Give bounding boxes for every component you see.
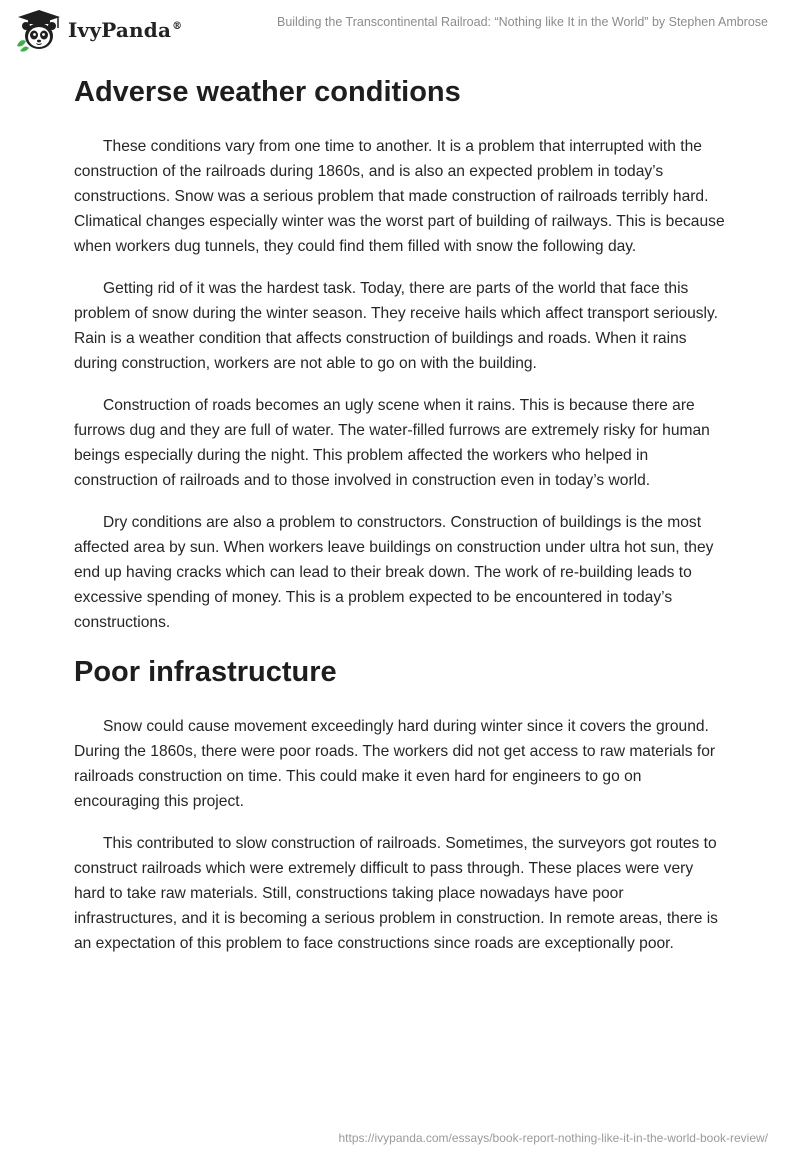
source-url[interactable]: https://ivypanda.com/essays/book-report-nothing-like-it-in-the-world-book-review/ [338,1131,768,1145]
paragraph: Snow could cause movement exceedingly hard during winter since it covers the ground. During the 1860s, there were poor roads. The workers did not get access to raw materials for railroads construction on time. This could make it even hard for engineers to go on encouraging this project. [74,718,716,810]
registered-mark: ® [172,21,183,33]
article-body [74,72,726,973]
paragraph: This contributed to slow construction of railroads. Sometimes, the surveyors got routes to construct railroads which were extremely difficult to pass through. These places were very hard to take raw materials. Still, constructions taking place nowadays have poor infrastructures, and it is becoming a serious problem in construction. In remote areas, there is an expectation of this problem to face constructions since roads are exceptionally poor. [74,835,718,952]
paragraph: Getting rid of it was the hardest task. Today, there are parts of the world that face this problem of snow during the winter season. They receive hails which affect transport seriously. Rain is a weather condition that affects construction of buildings and roads. When it rains during construction, workers are not able to go on with the building. [74,280,718,372]
paragraph: Construction of roads becomes an ugly scene when it rains. This is because there are furrows dug and they are full of water. The water-filled furrows are extremely risky for human beings especially during the night. This problem affected the workers who helped in construction of railroads and to those involved in construction even in today’s world. [74,397,710,489]
paragraph: Dry conditions are also a problem to constructors. Construction of buildings is the most affected area by sun. When workers leave buildings on construction under ultra hot sun, they end up having cracks which can lead to their break down. The work of re-building leads to excessive spending of money. This is a problem expected to be encountered in today’s constructions. [74,514,714,631]
document-title: Building the Transcontinental Railroad: “Nothing like It in the World” by Stephen Ambrose [276,15,768,29]
brand-name: IvyPanda® [68,18,183,42]
paragraph: These conditions vary from one time to another. It is a problem that interrupted with the construction of the railroads during 1860s, and is also an expected problem in today’s constructions. Snow was a serious problem that made construction of railroads terribly hard. Climatical changes especially winter was the worst part of building of railways. This is because when workers dug tunnels, they could find them filled with snow the following day. [74,138,725,255]
page-header [0,0,800,60]
section-heading-infrastructure: Poor infrastructure [74,656,337,688]
panda-graduate-icon [14,8,64,52]
section-heading-weather: Adverse weather conditions [74,76,461,108]
brand-logo[interactable] [14,8,182,52]
